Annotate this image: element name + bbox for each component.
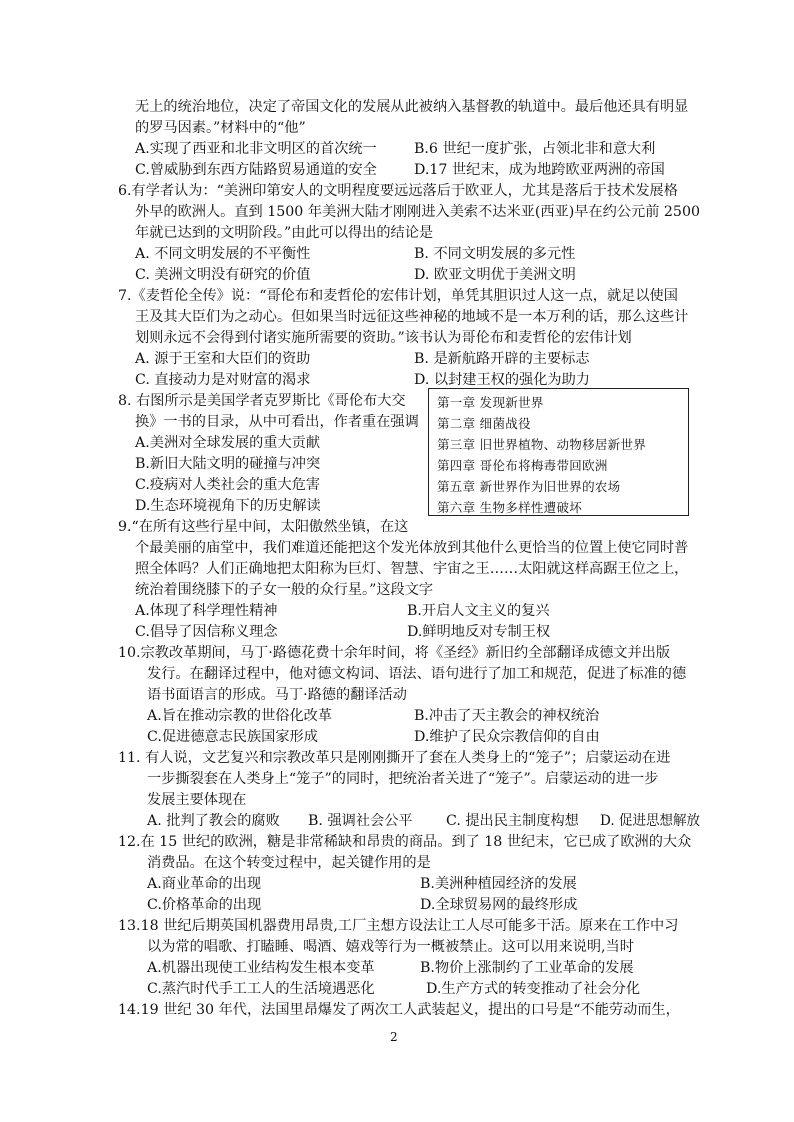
q7-stem-line: 王及其大臣们为之动心。但如果当时远征这些神秘的地域不是一本万利的话，那么这些计 bbox=[135, 309, 689, 325]
q9-stem-line: 9.“在所有这些行星中间，太阳傲然坐镇，在这 bbox=[118, 519, 409, 535]
q12-option-a[interactable]: A.商业革命的出现 bbox=[147, 876, 262, 892]
q9-option-a[interactable]: A.体现了科学理性精神 bbox=[135, 603, 278, 619]
q10-option-b[interactable]: B.冲击了天主教会的神权统治 bbox=[414, 708, 600, 724]
q13-stem-line: 13.18 世纪后期英国机器费用昂贵,工厂主想方设法让工人尽可能多干活。原来在工作中习 bbox=[118, 918, 679, 934]
q9-stem-line: 统治着围绕膝下的子女一般的众行星。”这段文字 bbox=[135, 582, 434, 598]
q11-stem-line: 发展主要体现在 bbox=[147, 792, 247, 808]
q9-option-c[interactable]: C.倡导了因信称义理念 bbox=[135, 624, 278, 640]
q8-option-d[interactable]: D.生态环境视角下的历史解读 bbox=[135, 498, 321, 514]
q11-option-a[interactable]: A. 批判了教会的腐败 bbox=[147, 813, 280, 829]
q8-option-b[interactable]: B.新旧大陆文明的碰撞与冲突 bbox=[135, 456, 321, 472]
q12-stem-line: 消费品。在这个转变过程中，起关键作用的是 bbox=[147, 855, 431, 871]
q10-stem-line: 发行。在翻译过程中，他对德文构词、语法、语句进行了加工和规范，促进了标准的德 bbox=[147, 666, 687, 682]
q5-text-line: 的罗马因素。”材料中的“他” bbox=[135, 120, 306, 136]
q11-stem-line: 11. 有人说，文艺复兴和宗教改革只是刚刚撕开了套在人类身上的“笼子”；启蒙运动在进 bbox=[118, 750, 671, 766]
q12-option-d[interactable]: D.全球贸易网的最终形成 bbox=[420, 897, 578, 913]
q7-stem-line: 划则永远不会得到付诸实施所需要的资助。”该书认为哥伦布和麦哲伦的宏伟计划 bbox=[135, 330, 632, 346]
book-contents-box bbox=[428, 388, 689, 516]
q11-option-d[interactable]: D. 促进思想解放 bbox=[600, 813, 700, 829]
q12-stem-line: 12.在 15 世纪的欧洲，糖是非常稀缺和昂贵的商品。到了 18 世纪末，它已成了欧洲的大众 bbox=[118, 834, 692, 850]
q6-option-a[interactable]: A. 不同文明发展的不平衡性 bbox=[135, 246, 311, 262]
toc-chapter: 第四章 哥伦布将梅毒带回欧洲 bbox=[437, 458, 608, 473]
q12-option-c[interactable]: C.价格革命的出现 bbox=[147, 897, 262, 913]
q6-stem-line: 年就已达到的文明阶段。”由此可以得出的结论是 bbox=[135, 225, 434, 241]
q7-stem-line: 7.《麦哲伦全传》说：“哥伦布和麦哲伦的宏伟计划，单凭其胆识过人这一点，就足以使国 bbox=[118, 288, 678, 304]
q6-option-b[interactable]: B. 不同文明发展的多元性 bbox=[414, 246, 576, 262]
q5-option-d[interactable]: D.17 世纪末，成为地跨欧亚两洲的帝国 bbox=[414, 162, 665, 178]
q5-option-c[interactable]: C.曾威胁到东西方陆路贸易通道的安全 bbox=[135, 162, 377, 178]
q7-option-a[interactable]: A. 源于王室和大臣们的资助 bbox=[135, 351, 311, 367]
toc-chapter: 第一章 发现新世界 bbox=[437, 395, 544, 410]
q8-stem-line: 8. 右图所示是美国学者克罗斯比《哥伦布大交 bbox=[118, 393, 406, 409]
q11-stem-line: 一步撕裂套在人类身上“笼子”的同时，把统治者关进了“笼子”。启蒙运动的进一步 bbox=[147, 771, 659, 787]
q13-option-d[interactable]: D.生产方式的转变推动了社会分化 bbox=[426, 981, 641, 997]
q10-option-a[interactable]: A.旨在推动宗教的世俗化改革 bbox=[147, 708, 333, 724]
q7-option-d[interactable]: D. 以封建王权的强化为助力 bbox=[414, 372, 590, 388]
q10-option-d[interactable]: D.维护了民众宗教信仰的自由 bbox=[414, 729, 600, 745]
q9-option-b[interactable]: B.开启人文主义的复兴 bbox=[407, 603, 550, 619]
toc-chapter: 第五章 新世界作为旧世界的农场 bbox=[437, 479, 621, 494]
q13-option-c[interactable]: C.蒸汽时代手工工人的生活境遇恶化 bbox=[147, 981, 375, 997]
q6-option-d[interactable]: D. 欧亚文明优于美洲文明 bbox=[414, 267, 576, 283]
q13-stem-line: 以为常的唱歌、打瞌睡、喝酒、嬉戏等行为一概被禁止。这可以用来说明,当时 bbox=[147, 939, 634, 955]
q13-option-a[interactable]: A.机器出现使工业结构发生根本变革 bbox=[147, 960, 375, 976]
q6-stem-line: 6.有学者认为：“美洲印第安人的文明程度要远远落后于欧亚人，尤其是落后于技术发展格 bbox=[118, 183, 678, 199]
q8-stem-line: 换》一书的目录，从中可看出，作者重在强调 bbox=[135, 414, 419, 430]
toc-chapter: 第二章 细菌战役 bbox=[437, 416, 531, 431]
toc-chapter: 第三章 旧世界植物、动物移居新世界 bbox=[437, 437, 647, 452]
q6-stem-line: 外早的欧洲人。直到 1500 年美洲大陆才刚刚进入美索不达米亚(西亚)早在约公元前 2500 bbox=[135, 204, 701, 220]
q8-option-a[interactable]: A.美洲对全球发展的重大贡献 bbox=[135, 435, 321, 451]
q6-option-c[interactable]: C. 美洲文明没有研究的价值 bbox=[135, 267, 311, 283]
q10-stem-line: 语书面语言的形成。马丁·路德的翻译活动 bbox=[147, 687, 407, 703]
q5-option-b[interactable]: B.6 世纪一度扩张，占领北非和意大利 bbox=[414, 141, 656, 157]
q10-option-c[interactable]: C.促进德意志民族国家形成 bbox=[147, 729, 318, 745]
q14-stem-line: 14.19 世纪 30 年代，法国里昂爆发了两次工人武装起义，提出的口号是“不能劳动而生， bbox=[118, 1002, 680, 1018]
q5-option-a[interactable]: A.实现了西亚和北非文明区的首次统一 bbox=[135, 141, 377, 157]
q7-option-c[interactable]: C. 直接动力是对财富的渴求 bbox=[135, 372, 311, 388]
q7-option-b[interactable]: B. 是新航路开辟的主要标志 bbox=[414, 351, 590, 367]
q12-option-b[interactable]: B.美洲种植园经济的发展 bbox=[420, 876, 577, 892]
q11-option-c[interactable]: C. 提出民主制度构想 bbox=[446, 813, 579, 829]
q11-option-b[interactable]: B. 强调社会公平 bbox=[308, 813, 413, 829]
q9-option-d[interactable]: D.鲜明地反对专制王权 bbox=[407, 624, 551, 640]
q9-stem-line: 照全体吗？人们正确地把太阳称为巨灯、智慧、宇宙之王……太阳就这样高踞王位之上， bbox=[135, 561, 689, 577]
toc-chapter: 第六章 生物多样性遭破坏 bbox=[437, 500, 583, 515]
page-number: 2 bbox=[390, 1030, 398, 1044]
q13-option-b[interactable]: B.物价上涨制约了工业革命的发展 bbox=[420, 960, 634, 976]
q9-stem-line: 个最美丽的庙堂中，我们难道还能把这个发光体放到其他什么更恰当的位置上使它同时普 bbox=[135, 540, 689, 556]
q5-text-line: 无上的统治地位，决定了帝国文化的发展从此被纳入基督教的轨道中。最后他还具有明显 bbox=[135, 99, 689, 115]
q8-option-c[interactable]: C.疫病对人类社会的重大危害 bbox=[135, 477, 321, 493]
q10-stem-line: 10.宗教改革期间，马丁·路德花费十余年时间，将《圣经》新旧约全部翻译成德文并出版 bbox=[118, 645, 671, 661]
